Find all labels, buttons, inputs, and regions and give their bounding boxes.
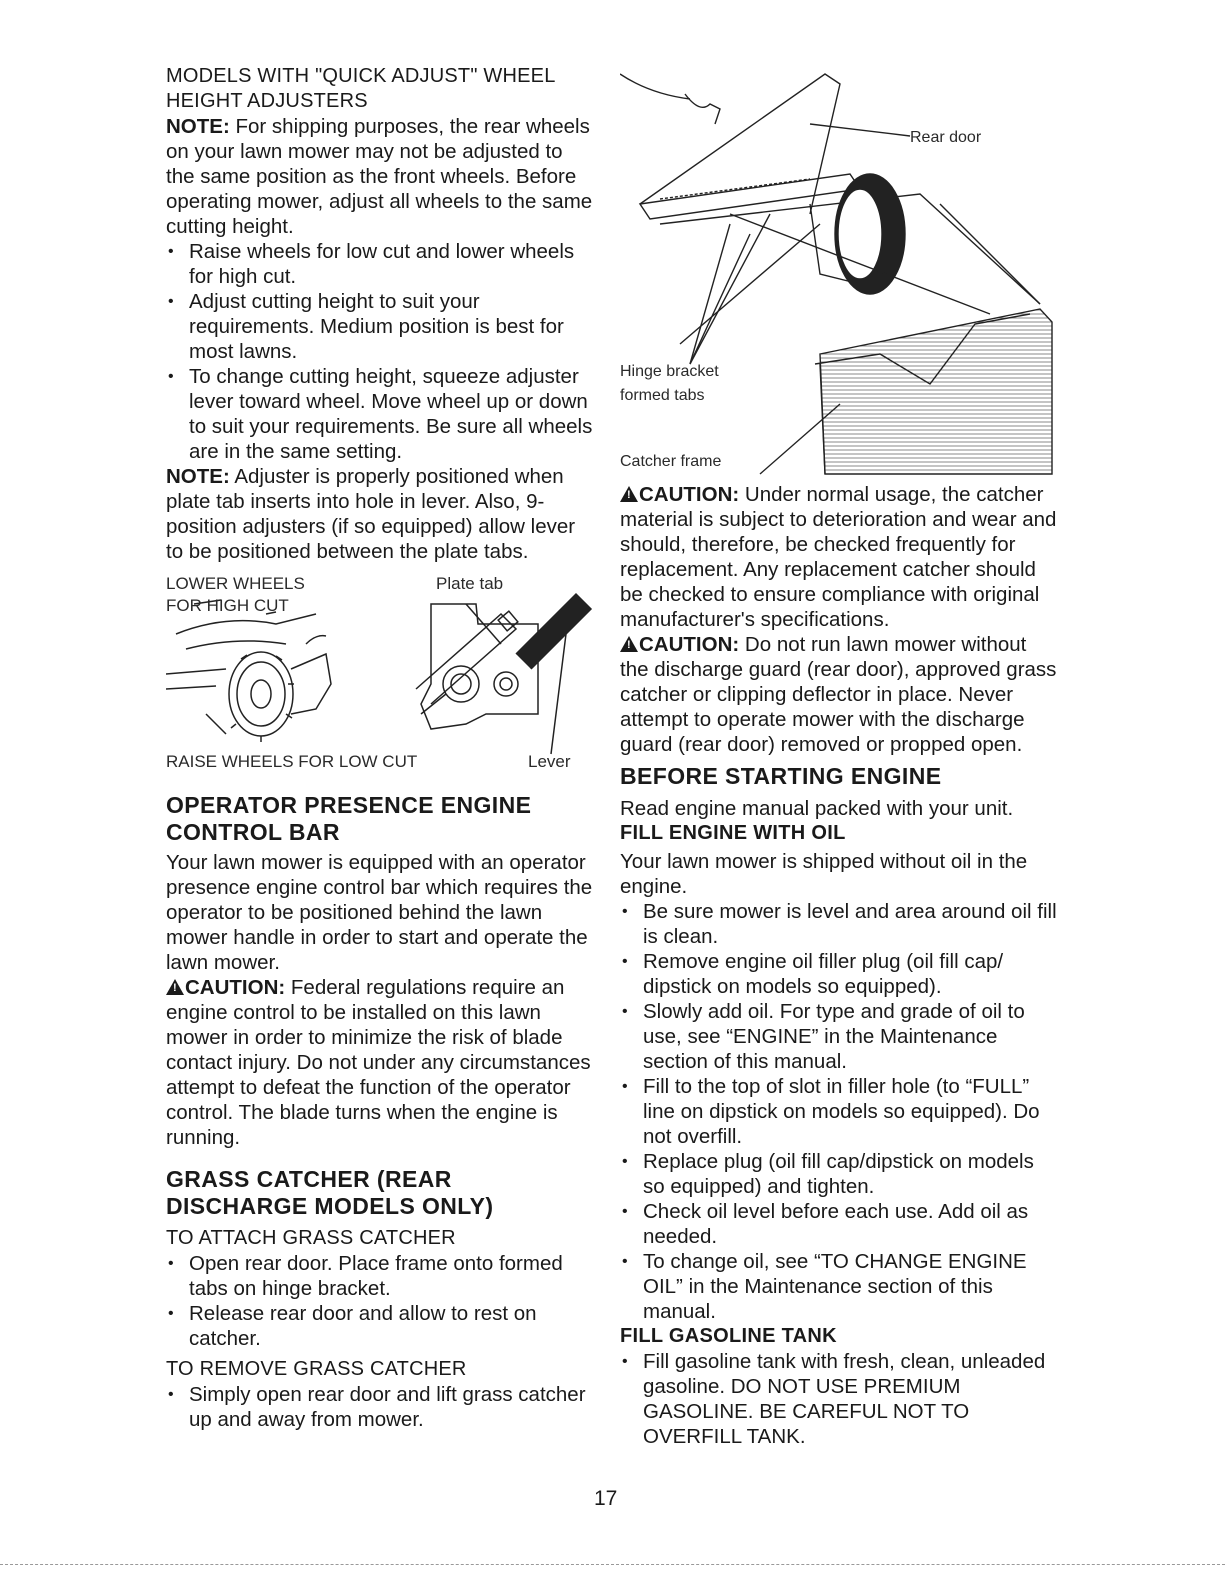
note-adjuster bbox=[166, 464, 594, 564]
grass-heading-line1: GRASS CATCHER (REAR bbox=[166, 1166, 452, 1192]
list-item: • Release rear door and allow to rest on catcher. bbox=[166, 1301, 594, 1351]
list-item: • Raise wheels for low cut and lower wheels for high cut. bbox=[166, 239, 594, 289]
list-item: • To change oil, see “TO CHANGE ENGINE OIL” in the Maintenance section of this manual. bbox=[620, 1249, 1060, 1324]
list-item: • Fill gasoline tank with fresh, clean, unleaded gasoline. DO NOT USE PREMIUM GASOLINE. BE CAREFUL NOT TO OVERFILL TANK. bbox=[620, 1349, 1060, 1449]
caution-federal bbox=[166, 975, 594, 1150]
warning-icon bbox=[620, 486, 638, 502]
grass-heading-line2: DISCHARGE MODELS ONLY) bbox=[166, 1193, 494, 1219]
list-item: • Be sure mower is level and area around oil fill is clean. bbox=[620, 899, 1060, 949]
caution-label: CAUTION: bbox=[639, 633, 740, 656]
caution-text: Do not run lawn mower without the discharge guard (rear door), approved grass catcher or clipping deflector in place. Never attempt to operate mower with the discharge guard (rear door) removed or propped open. bbox=[620, 633, 1057, 756]
list-item: • Open rear door. Place frame onto formed tabs on hinge bracket. bbox=[166, 1251, 594, 1301]
list-item: • Adjust cutting height to suit your requirements. Medium position is best for most lawns. bbox=[166, 289, 594, 364]
models-heading-line1: MODELS WITH "QUICK ADJUST" WHEEL bbox=[166, 65, 556, 87]
grass-catcher-heading bbox=[166, 1166, 594, 1220]
models-heading-line2: HEIGHT ADJUSTERS bbox=[166, 90, 368, 112]
rear-door-label: Rear door bbox=[910, 129, 982, 146]
page-number: 17 bbox=[594, 1487, 618, 1510]
warning-icon bbox=[166, 979, 184, 995]
caution-text: Under normal usage, the catcher material is subject to deterioration and wear and should, therefore, be checked frequently for replacement. Any replacement catcher should be checked to ensure compliance with original manufacturer's specifications. bbox=[620, 483, 1057, 631]
list-item: • Slowly add oil. For type and grade of oil to use, see “ENGINE” in the Maintenance section of this manual. bbox=[620, 999, 1060, 1074]
page-bottom-rule bbox=[0, 1564, 1225, 1565]
remove-heading: TO REMOVE GRASS CATCHER bbox=[166, 1358, 467, 1380]
note-label: NOTE: bbox=[166, 115, 230, 138]
note-shipping bbox=[166, 114, 594, 239]
grass-catcher-figure bbox=[620, 64, 1060, 482]
caution-guard bbox=[620, 632, 1060, 757]
left-column bbox=[166, 64, 594, 1432]
note-label: NOTE: bbox=[166, 465, 230, 488]
list-item: • Simply open rear door and lift grass catcher up and away from mower. bbox=[166, 1382, 594, 1432]
warning-icon bbox=[620, 636, 638, 652]
list-item: • To change cutting height, squeeze adjuster lever toward wheel. Move wheel up or down to suit your requirements. Be sure all wheels are in the same setting. bbox=[166, 364, 594, 464]
fill-oil-heading: FILL ENGINE WITH OIL bbox=[620, 822, 846, 844]
operator-text: Your lawn mower is equipped with an operator presence engine control bar which requires the operator to be positioned behind the lawn mower handle in order to start and operate the lawn mower. bbox=[166, 851, 593, 974]
list-item: • Fill to the top of slot in filler hole (to “FULL” line on dipstick on models so equipped). Do not overfill. bbox=[620, 1074, 1060, 1149]
lower-wheels-label: FOR HIGH CUT bbox=[166, 596, 289, 615]
grass-catcher-illustration bbox=[620, 64, 1060, 482]
caution-catcher bbox=[620, 482, 1060, 632]
note-text: Adjuster is properly positioned when plate tab inserts into hole in lever. Also, 9-position adjusters (if so equipped) allow lever to be positioned between the plate tabs. bbox=[166, 465, 576, 563]
operator-heading-line1: OPERATOR PRESENCE ENGINE bbox=[166, 792, 532, 818]
operator-heading-line2: CONTROL BAR bbox=[166, 819, 340, 845]
lower-wheels-label: LOWER WHEELS bbox=[166, 574, 305, 593]
models-heading bbox=[166, 64, 594, 114]
before-starting-text: Read engine manual packed with your unit. bbox=[620, 797, 1014, 820]
wheel-adjuster-figure bbox=[166, 574, 594, 774]
caution-label: CAUTION: bbox=[185, 976, 286, 999]
gas-bullets bbox=[620, 1349, 1060, 1449]
lever-label: Lever bbox=[528, 752, 571, 771]
list-item: • Replace plug (oil fill cap/dipstick on models so equipped) and tighten. bbox=[620, 1149, 1060, 1199]
wheel-bullets bbox=[166, 239, 594, 464]
attach-heading: TO ATTACH GRASS CATCHER bbox=[166, 1227, 456, 1249]
attach-bullets bbox=[166, 1251, 594, 1351]
right-column bbox=[620, 64, 1060, 1449]
fill-gas-heading: FILL GASOLINE TANK bbox=[620, 1325, 837, 1347]
raise-wheels-label: RAISE WHEELS FOR LOW CUT bbox=[166, 752, 418, 771]
oil-bullets bbox=[620, 899, 1060, 1324]
list-item: • Remove engine oil filler plug (oil fill cap/ dipstick on models so equipped). bbox=[620, 949, 1060, 999]
list-item: • Check oil level before each use. Add oil as needed. bbox=[620, 1199, 1060, 1249]
caution-label: CAUTION: bbox=[639, 483, 740, 506]
hinge-bracket-label: Hinge bracket bbox=[620, 363, 719, 380]
catcher-frame-label: Catcher frame bbox=[620, 453, 722, 470]
before-starting-heading: BEFORE STARTING ENGINE bbox=[620, 763, 942, 789]
formed-tabs-label: formed tabs bbox=[620, 387, 705, 404]
caution-text: Federal regulations require an engine control to be installed on this lawn mower in order to minimize the risk of blade contact injury. Do not under any circumstances attempt to defeat the function of the operator control. The blade turns when the engine is running. bbox=[166, 976, 591, 1149]
note-text: For shipping purposes, the rear wheels on your lawn mower may not be adjusted to the same position as the front wheels. Before operating mower, adjust all wheels to the same cutting height. bbox=[166, 115, 593, 238]
fill-oil-text: Your lawn mower is shipped without oil in the engine. bbox=[620, 850, 1028, 898]
operator-heading bbox=[166, 792, 594, 846]
remove-bullets bbox=[166, 1382, 594, 1432]
plate-tab-label: Plate tab bbox=[436, 574, 504, 593]
